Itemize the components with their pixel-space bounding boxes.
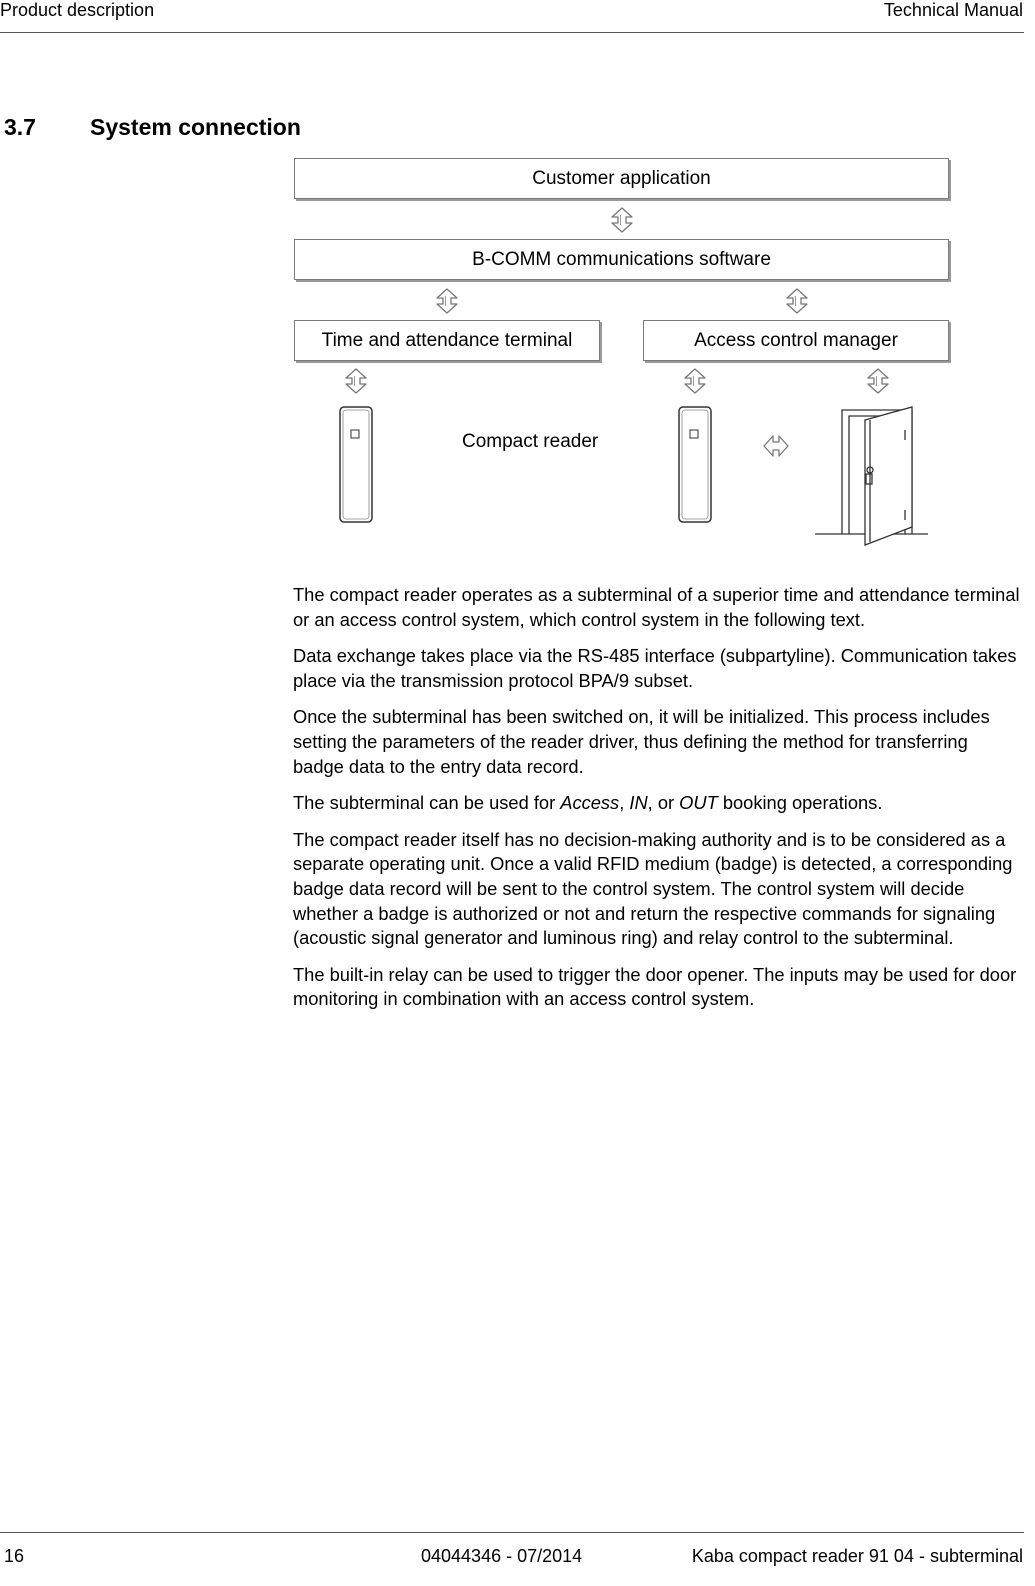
p4-in: IN [629,792,648,814]
header-section-label: Product description [0,0,155,20]
arrow-time-reader [346,369,366,393]
header-manual-label: Technical Manual [883,0,1023,20]
footer-page-number: 16 [4,1546,25,1566]
paragraph-5: The compact reader itself has no decision-making authority and is to be considered as a separate operating unit. Once a valid RFID medium (badge) is detected, a corresponding badge data record will be sent to the control system. The control system will decide whether a badge is authorized or not and return the respective commands for signaling (acoustic signal generator and luminous ring) and relay control to the subterminal. [293,828,1013,949]
compact-reader-label: Compact reader [462,431,599,452]
paragraph-6: The built-in relay can be used to trigger the door opener. The inputs may be used for door monitoring in combination with an access control system. [293,963,1017,1010]
section-number: 3.7 [4,114,36,140]
p4-sep2: , or [647,792,680,814]
bcomm-software-box: B-COMM communications software [294,239,949,280]
footer-title: Kaba compact reader 91 04 - subterminal [691,1546,1023,1566]
arrow-access-reader [685,369,705,393]
compact-reader-right-icon [679,407,711,522]
time-attendance-terminal-box: Time and attendance terminal [294,320,600,361]
customer-application-box: Customer application [294,158,949,199]
arrow-reader-door [764,436,788,456]
arrow-bcomm-access [787,289,807,313]
paragraph-2: Data exchange takes place via the RS-485 interface (subpartyline). Communication takes place via the transmission protocol BPA/9 subset. [293,645,1017,691]
access-control-manager-box: Access control manager [643,320,949,361]
arrow-bcomm-time [437,289,457,313]
footer-rule [0,1532,1024,1533]
p4-sep1: , [619,792,630,814]
paragraph-4 [293,791,1021,816]
arrow-app-bcomm [612,208,632,232]
compact-reader-left-icon [340,407,372,522]
system-connection-diagram [0,0,1035,560]
footer-doc-number: 04044346 - 07/2014 [421,1546,583,1566]
section-title: System connection [90,114,301,140]
paragraph-3: Once the subterminal has been switched on, it will be initialized. This process includes setting the parameters of the reader driver, thus defining the method for transferring badge data to the entry data record. [293,706,990,777]
header-rule [0,32,1024,33]
door-icon [815,407,928,545]
arrow-access-door [868,369,888,393]
paragraph-1: The compact reader operates as a subterminal of a superior time and attendance terminal or an access control system, which control system in the following text. [293,584,1020,630]
body-text [293,583,1021,1024]
p4-out: OUT [679,792,718,814]
p4-suffix: booking operations. [717,792,883,814]
p4-prefix: The subterminal can be used for [293,792,561,814]
p4-access: Access [560,792,620,814]
